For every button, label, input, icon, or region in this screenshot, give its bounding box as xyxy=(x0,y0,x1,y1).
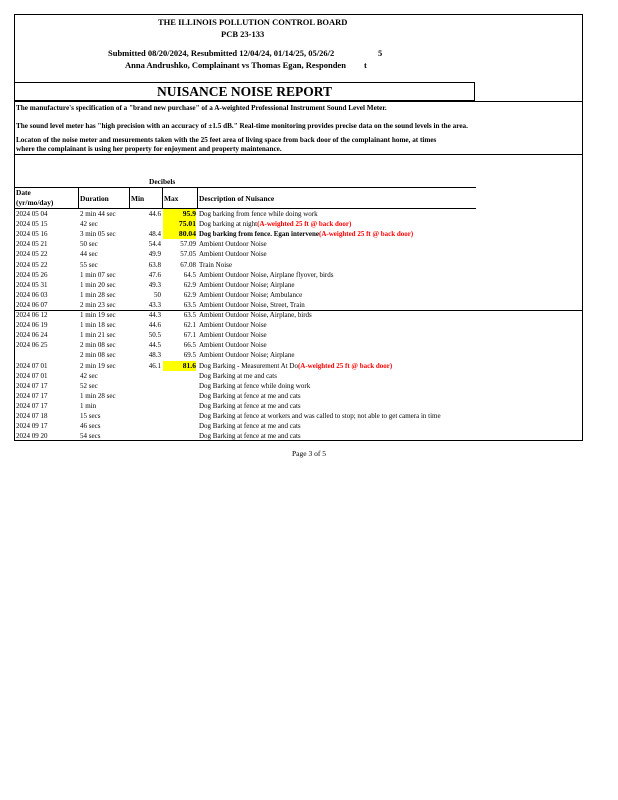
row-duration: 1 min 19 sec xyxy=(80,311,116,319)
row-duration: 15 secs xyxy=(80,412,101,420)
row-duration: 1 min xyxy=(80,401,97,410)
row-description: Train Noise xyxy=(199,260,232,269)
row-max: 57.05 xyxy=(180,250,196,259)
row-min: 47.6 xyxy=(148,270,161,279)
row-date: 2024 06 07 xyxy=(16,300,48,309)
row-date: 2024 07 17 xyxy=(16,391,48,400)
row-description: Ambient Outdoor Noise, Airplane, birds xyxy=(199,311,312,319)
header-divider xyxy=(129,187,130,208)
row-min: 49.3 xyxy=(148,280,161,289)
row-duration: 50 sec xyxy=(80,240,98,249)
row-date: 2024 06 24 xyxy=(16,331,48,340)
row-max: 67.08 xyxy=(180,260,196,269)
row-min: 44.3 xyxy=(148,311,161,319)
max-column-header: Max xyxy=(164,194,179,203)
submission-dates-suffix: 5 xyxy=(378,48,383,58)
row-duration: 2 min 23 sec xyxy=(80,300,116,309)
row-description-text: Dog Barking - Measurement At Do xyxy=(199,361,298,370)
row-duration: 46 secs xyxy=(80,422,101,431)
row-max: 62.9 xyxy=(183,290,196,299)
title-divider xyxy=(14,101,583,102)
location-paragraph-line-1: Locaton of the noise meter and mesurements taken with the 25 feet area of living space from back door of the complainant home, at times xyxy=(16,136,437,144)
row-duration: 54 secs xyxy=(80,432,101,441)
row-description: Dog Barking at fence at workers and was called to stop; not able to get camera in time xyxy=(199,412,441,420)
row-date: 2024 05 22 xyxy=(16,260,48,269)
header-divider xyxy=(78,187,79,208)
row-duration: 42 sec xyxy=(80,220,98,229)
row-date: 2024 07 01 xyxy=(16,361,48,370)
page-number: Page 3 of 5 xyxy=(292,449,326,458)
row-date: 2024 05 26 xyxy=(16,270,48,279)
row-description: Ambient Outdoor Noise xyxy=(199,250,267,259)
row-description: Dog Barking at fence at me and cats xyxy=(199,422,301,431)
row-description xyxy=(199,229,413,239)
date-format-header: (yr/mo/day) xyxy=(16,198,54,207)
row-description-text: Dog barking from fence. Egan intervene xyxy=(199,230,320,239)
row-description: Ambient Outdoor Noise xyxy=(199,321,267,330)
row-description: Dog Barking at fence while doing work xyxy=(199,381,311,390)
location-paragraph-line-2: where the complainant is using her property for enjoyment and property maintenance. xyxy=(16,145,282,153)
row-duration: 44 sec xyxy=(80,250,98,259)
row-max: 63.5 xyxy=(183,300,196,309)
measurement-note: (A-weighted 25 ft @ back door) xyxy=(319,230,414,239)
row-max: 66.5 xyxy=(183,341,196,350)
row-date: 2024 05 16 xyxy=(16,230,48,239)
decibels-underline xyxy=(129,187,197,188)
row-date: 2024 09 20 xyxy=(16,432,48,441)
row-date: 2024 05 22 xyxy=(16,250,48,259)
row-max: 80.04 xyxy=(163,229,196,239)
parties: Anna Andrushko, Complainant vs Thomas Egan, Responden xyxy=(125,60,346,70)
row-duration: 1 min 28 sec xyxy=(80,290,116,299)
date-column-header: Date xyxy=(16,188,31,197)
duration-column-header: Duration xyxy=(80,194,109,203)
header-divider xyxy=(162,187,163,208)
row-min: 63.8 xyxy=(148,260,161,269)
row-min: 50.5 xyxy=(148,331,161,340)
row-duration: 1 min 21 sec xyxy=(80,331,116,340)
row-description: Dog Barking at fence at me and cats xyxy=(199,401,301,410)
row-description: Ambient Outdoor Noise xyxy=(199,240,267,249)
row-description-text: Dog barking at night xyxy=(199,220,258,229)
case-number: PCB 23-133 xyxy=(221,29,265,39)
row-duration: 2 min 19 sec xyxy=(80,361,116,370)
section-divider xyxy=(14,154,583,155)
submission-dates: Submitted 08/20/2024, Resubmitted 12/04/24, 01/14/25, 05/26/2 xyxy=(108,48,335,58)
row-duration: 42 sec xyxy=(80,371,98,380)
decibels-group-header: Decibels xyxy=(149,177,176,186)
row-max: 57.09 xyxy=(180,240,196,249)
row-date: 2024 07 01 xyxy=(16,371,48,380)
row-date: 2024 05 31 xyxy=(16,280,48,289)
row-description: Ambient Outdoor Noise; Airplane xyxy=(199,351,295,360)
row-max: 69.5 xyxy=(183,351,196,360)
specification-paragraph: The manufacture's specification of a "brand new purchase" of a A-weighted Professional Instrument Sound Level Meter. xyxy=(16,104,387,112)
row-max: 62.1 xyxy=(183,321,196,330)
row-min: 44.6 xyxy=(148,210,161,218)
accuracy-paragraph: The sound level meter has "high precision with an accuracy of ±1.5 dB." Real-time monitoring provides precise data on the sound levels in the area. xyxy=(16,122,468,130)
row-date: 2024 05 21 xyxy=(16,240,48,249)
row-description: Dog Barking at fence at me and cats xyxy=(199,432,301,441)
row-min: 44.6 xyxy=(148,321,161,330)
row-duration: 1 min 28 sec xyxy=(80,391,116,400)
row-date: 2024 06 03 xyxy=(16,290,48,299)
row-date: 2024 07 17 xyxy=(16,381,48,390)
measurement-note: (A-weighted 25 ft @ back door) xyxy=(257,220,352,229)
row-max: 64.5 xyxy=(183,270,196,279)
row-max: 75.01 xyxy=(163,219,196,229)
row-min: 46.1 xyxy=(148,361,161,370)
row-date: 2024 06 19 xyxy=(16,321,48,330)
row-description xyxy=(199,361,392,371)
row-min: 48.4 xyxy=(148,230,161,239)
row-min: 54.4 xyxy=(148,240,161,249)
row-duration: 1 min 07 sec xyxy=(80,270,116,279)
row-max: 62.9 xyxy=(183,280,196,289)
row-description xyxy=(199,219,351,229)
row-date: 2024 07 17 xyxy=(16,401,48,410)
row-min: 44.5 xyxy=(148,341,161,350)
row-duration: 1 min 18 sec xyxy=(80,321,116,330)
row-description: Ambient Outdoor Noise xyxy=(199,331,267,340)
row-min: 50 xyxy=(154,290,161,299)
row-min: 43.3 xyxy=(148,300,161,309)
row-max: 63.5 xyxy=(183,311,196,319)
row-date: 2024 07 18 xyxy=(16,412,48,420)
row-duration: 2 min 44 sec xyxy=(80,210,116,218)
row-description: Ambient Outdoor Noise, Airplane flyover, birds xyxy=(199,270,334,279)
row-description: Dog barking from fence while doing work xyxy=(199,210,318,218)
row-duration: 2 min 08 sec xyxy=(80,341,116,350)
header-top-rule-right xyxy=(197,187,476,188)
header-divider xyxy=(197,187,198,208)
row-description: Dog Barking at me and cats xyxy=(199,371,277,380)
report-title: NUISANCE NOISE REPORT xyxy=(14,82,475,101)
row-duration: 55 sec xyxy=(80,260,98,269)
row-duration: 2 min 08 sec xyxy=(80,351,116,360)
row-max: 67.1 xyxy=(183,331,196,340)
row-max: 81.6 xyxy=(163,361,196,371)
row-duration: 1 min 20 sec xyxy=(80,280,116,289)
row-duration: 3 min 05 sec xyxy=(80,230,116,239)
row-description: Ambient Outdoor Noise; Airplane xyxy=(199,280,295,289)
row-duration: 52 sec xyxy=(80,381,98,390)
row-date: 2024 06 25 xyxy=(16,341,48,350)
row-description: Dog Barking at fence at me and cats xyxy=(199,391,301,400)
board-name: THE ILLINOIS POLLUTION CONTROL BOARD xyxy=(158,17,348,27)
parties-suffix: t xyxy=(364,60,367,70)
description-column-header: Description of Nuisance xyxy=(199,194,275,203)
row-min: 49.9 xyxy=(148,250,161,259)
row-description: Ambient Outdoor Noise xyxy=(199,341,267,350)
measurement-note: (A-weighted 25 ft @ back door) xyxy=(297,361,393,370)
row-date: 2024 09 17 xyxy=(16,422,48,431)
row-description: Ambient Outdoor Noise, Street, Train xyxy=(199,300,305,309)
row-date: 2024 05 15 xyxy=(16,220,48,229)
header-top-rule-left xyxy=(14,187,129,188)
row-date: 2024 05 04 xyxy=(16,210,48,218)
min-column-header: Min xyxy=(131,194,145,203)
row-description: Ambient Outdoor Noise; Ambulance xyxy=(199,290,303,299)
row-max: 95.9 xyxy=(163,209,196,219)
row-min: 48.3 xyxy=(148,351,161,360)
row-date: 2024 06 12 xyxy=(16,311,48,319)
